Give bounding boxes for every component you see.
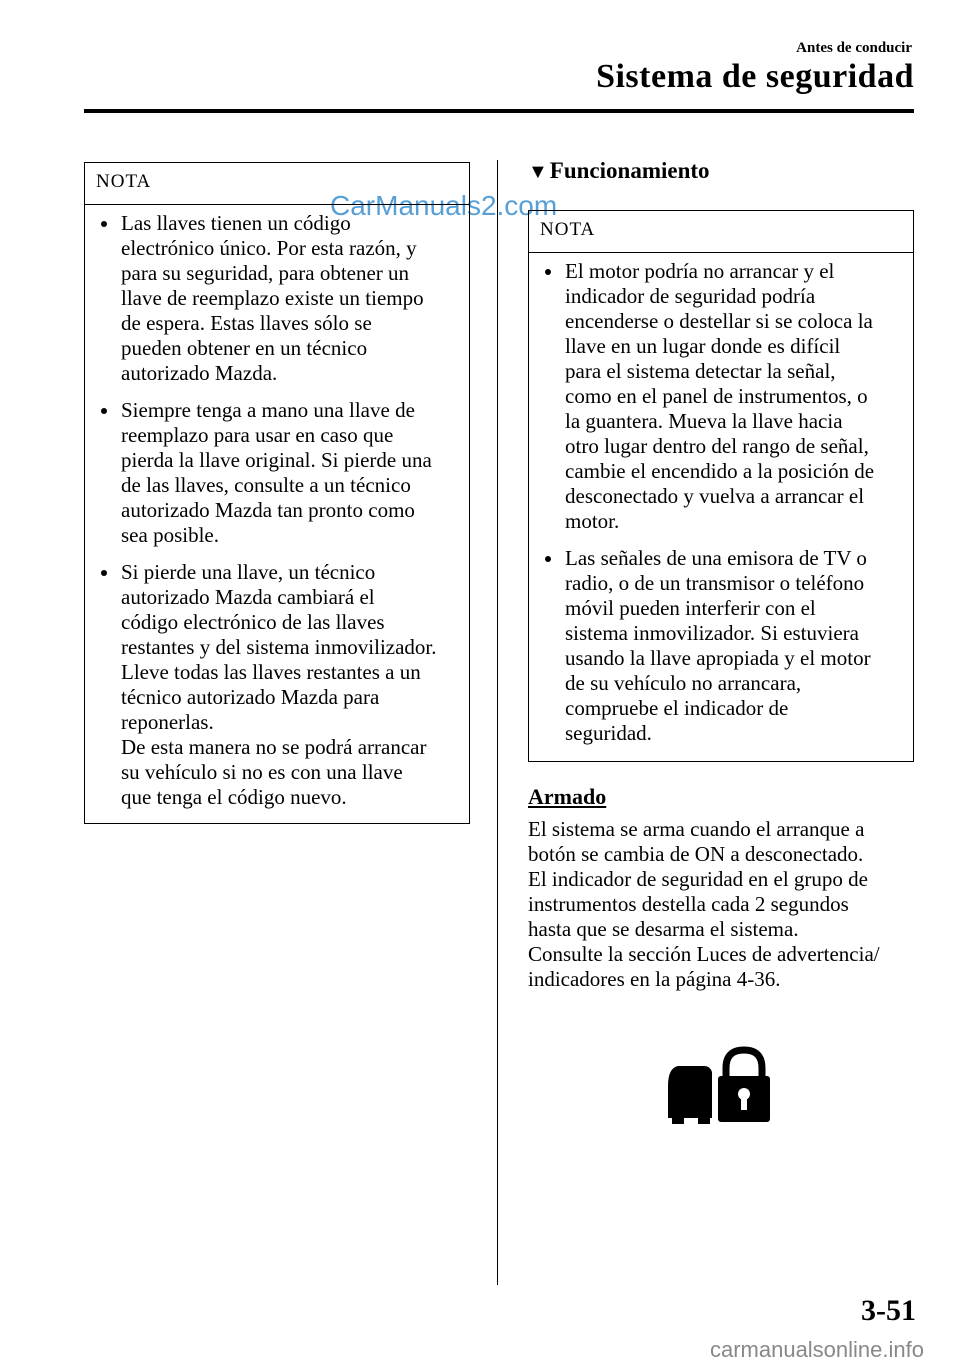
note-box-left [84,162,470,824]
note-item: Las señales de una emisora de TV o radio, o de un transmisor o teléfono móvil pueden interferir con el sistema inmovilizador. Si estuviera usando la llave apropiada y el motor de su vehículo no arrancara, compruebe el indicador de seguridad. [543,546,903,746]
security-indicator-lock-icon [664,1046,772,1124]
armado-heading: Armado [528,784,607,809]
column-divider [497,160,498,1285]
footer-watermark: carmanualsonline.info [709,1337,924,1362]
note-item: Siempre tenga a mano una llave de reemplazo para usar en caso que pierda la llave original. Si pierde una de las llaves, consulte a un técnico autorizado Mazda tan pronto como sea posible. [99,398,459,548]
bullet-icon [101,221,107,227]
bullet-icon [101,570,107,576]
armado-text: El sistema se arma cuando el arranque a botón se cambia de ON a desconectado. El indicador de seguridad en el grupo de instrumentos destella cada 2 segundos hasta que se desarma el sistema. Consulte la sección Luces de advertencia/ indicadores en la página 4-36. [528,817,880,991]
section-heading: ▼Funcionamiento [528,158,710,183]
bullet-icon [545,269,551,275]
note-box-right [528,210,914,762]
bullet-icon [101,408,107,414]
note-item: El motor podría no arrancar y el indicador de seguridad podría encenderse o destellar si se coloca la llave en un lugar donde es difícil para el sistema detectar la señal, como en el panel de instrumentos, o la guantera. Mueva la llave hacia otro lugar dentro del rango de señal, cambie el encendido a la posición de desconectado y vuelva a arrancar el motor. [543,259,903,534]
note-item: Si pierde una llave, un técnico autorizado Mazda cambiará el código electrónico de las llaves restantes y del sistema inmovilizador. Lleve todas las llaves restantes a un técnico autorizado Mazda para reponerlas. De esta manera no se podrá arrancar su vehículo si no es con una llave que tenga el código nuevo. [99,560,459,810]
note-list-right [529,253,913,756]
watermark: CarManuals2.com [330,190,558,221]
note-item: Las llaves tienen un código electrónico único. Por esta razón, y para su seguridad, para obtener un llave de reemplazo existe un tiempo de espera. Estas llaves sólo se pueden obtener en un técnico autorizado Mazda. [99,211,459,386]
header-title: Sistema de seguridad [596,58,914,95]
bullet-icon [545,556,551,562]
header-rule [84,109,914,113]
note-label: NOTA [529,211,913,253]
triangle-down-icon: ▼ [528,161,548,183]
page-number: 3-51 [861,1294,916,1327]
note-label: NOTA [85,163,469,205]
header-subtitle: Antes de conducir [796,40,912,56]
note-list-left [85,205,469,820]
